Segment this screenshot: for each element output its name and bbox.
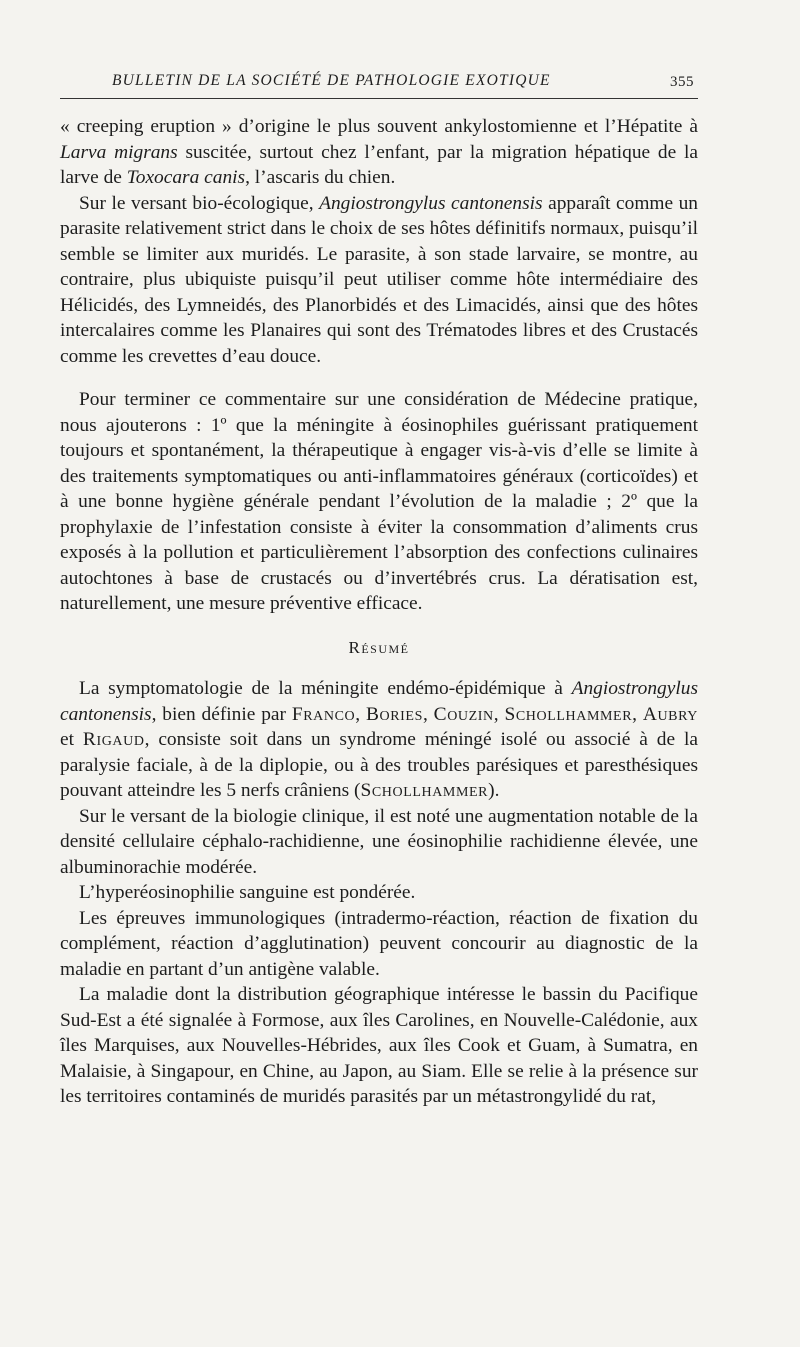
text-run: Pour terminer ce commentaire sur une considération de Médecine pratique, nous ajouterons : 1º que la méningite à éosinophiles guérissant pratiquement toujours et spontanément, la thérapeutique à engager vis-à-vis d’elle se limite à des traitements symptomatiques ou anti-inflammatoires généraux (corticoïdes) et à une bonne hygiène générale pendant l’évolution de la maladie ; 2º que la prophylaxie de l’infestation consiste à éviter la consommation d’aliments crus exposés à la pollution et particulièrement l’absorption des confections culinaires autochtones à base de crustacés ou d’invertébrés crus. La dératisation est, naturellement, une mesure préventive efficace. bbox=[60, 389, 698, 614]
paragraph-resume-symptoms bbox=[60, 676, 698, 804]
text-run: , consiste soit dans un syndrome méningé isolé ou associé à de la paralysie faciale, à de la diplopie, ou à des troubles parésiques et paresthésiques pouvant atteindre les 5 nerfs crâniens ( bbox=[60, 729, 699, 801]
paragraph-bio-ecology bbox=[60, 191, 698, 370]
species-name: Angiostrongylus cantonensis bbox=[60, 678, 698, 725]
paragraph-gap bbox=[60, 369, 698, 387]
text-run: La symptomatologie de la méningite endémo-épidémique à bbox=[79, 678, 572, 699]
text-run: suscitée, surtout chez l’enfant, par la migration hépatique de la larve de bbox=[60, 141, 698, 188]
text-run: apparaît comme un parasite relativement strict dans le choix de ses hôtes définitifs normaux, puisqu’il semble se limiter aux muridés. Le parasite, à son stade larvaire, se montre, au contraire, plus ubiquiste puisqu’il peut utiliser comme hôte intermédiaire des Hélicidés, des Lymneidés, des Planorbidés et des Limacidés, ainsi que des hôtes intercalaires comme les Planaires qui sont des Trématodes libres et des Crustacés comme les crevettes d’eau douce. bbox=[60, 192, 698, 367]
paragraph-clinical-biology: Sur le versant de la biologie clinique, il est noté une augmentation notable de la densité cellulaire céphalo-rachidienne, une éosinophilie rachidienne élevée, une albuminorachie modérée. bbox=[60, 805, 698, 878]
text-run: , bbox=[632, 703, 643, 725]
body-text bbox=[60, 114, 698, 1110]
author-name: Franco bbox=[291, 703, 356, 725]
author-name: Couzin bbox=[433, 703, 494, 725]
text-run: , bbox=[355, 703, 366, 725]
species-name: Larva migrans bbox=[60, 141, 178, 163]
paragraph-immunology: Les épreuves immunologiques (intradermo-réaction, réaction de fixation du complément, réaction d’agglutination) peuvent concourir au diagnostic de la maladie en partant d’un antigène valable. bbox=[60, 907, 698, 980]
text-run: , bbox=[422, 703, 434, 725]
text-run: , bien définie par bbox=[151, 703, 292, 725]
text-run: ). bbox=[488, 780, 500, 801]
author-name: Schollhammer bbox=[504, 703, 633, 725]
species-name: Toxocara canis bbox=[126, 167, 246, 188]
section-title-resume: Résumé bbox=[348, 637, 410, 657]
author-name: Bories bbox=[365, 703, 423, 725]
text-run: , l’ascaris du chien. bbox=[245, 167, 396, 188]
paragraph-blood-eosinophilia: L’hyperéosinophilie sanguine est pondérée. bbox=[79, 882, 416, 903]
text-run: « creeping eruption » d’origine le plus souvent ankylostomienne et l’Hépatite à bbox=[60, 116, 698, 137]
author-name: Aubry bbox=[642, 703, 698, 725]
paragraph-geography: La maladie dont la distribution géographique intéresse le bassin du Pacifique Sud-Est a été signalée à Formose, aux îles Carolines, en Nouvelle-Calédonie, aux îles Marquises, aux Nouvelles-Hébrides, aux îles Cook et Guam, à Sumatra, en Malaisie, à Singapour, en Chine, au Japon, au Siam. Elle se relie à la présence sur les territoires contaminés de muridés parasités par un métastrongylidé du rat, bbox=[60, 984, 698, 1107]
text-run: et bbox=[60, 729, 83, 750]
author-name: Rigaud bbox=[82, 729, 145, 750]
author-name: Schollhammer bbox=[360, 780, 489, 801]
text-run: , bbox=[493, 703, 505, 725]
text-run: Sur le versant bio-écologique, bbox=[79, 192, 320, 214]
paragraph-practical-medicine bbox=[60, 387, 698, 617]
running-title: BULLETIN DE LA SOCIÉTÉ DE PATHOLOGIE EXOTIQUE bbox=[112, 72, 551, 89]
page-header bbox=[60, 66, 698, 99]
species-name: Angiostrongylus cantonensis bbox=[319, 192, 543, 214]
page-number: 355 bbox=[670, 74, 694, 90]
paragraph-continuation bbox=[60, 114, 698, 191]
